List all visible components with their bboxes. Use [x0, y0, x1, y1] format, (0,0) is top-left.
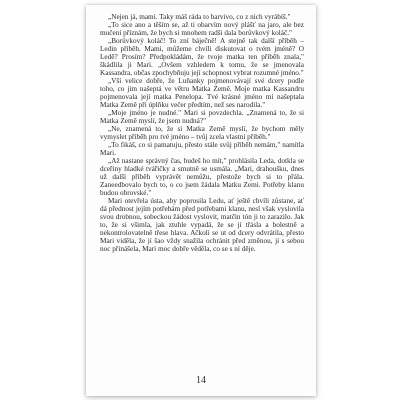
- paragraph: „Borůvkový koláč! To zní báječně! A stejně tak další příběh – Ledin příběh. Mami, můžeme chvíli diskutovat o tvém jméně? O Ledě? Prosím? Předpokládám, že tvoje matka ten příběh znala," škádlila ji Mari. „Ovšem vzhledem k tomu, že se jmenovala Kassandra, občas zpochybňuju její schopnost vybrat rozumné jméno.": [100, 37, 304, 77]
- paragraph: „Až nastane správný čas, budeš ho mít," prohlásila Leda, dotkla se dceřiny hladké tvářičky a smutně se usmála. „Mari, drahoušku, dnes už další příběh vyprávět nemůžu, přestože bych si to přála. Zaneedbovalo bych to, o co jsem žádala Matku Zemi. Potřeby klanu budou obrovské.": [100, 157, 304, 197]
- paragraph: Mari otevřela ústa, aby poprosila Ledu, ať ještě chvíli zůstane, ať dá přednost jejím potřebám před potřebami klanu, nesl však vyslovila svou drobnou, sobeckou žádost vyslovit, matčin tón ji to zarazilo. Jak to, že si všimla, jak ztuhle vypadá, že se jí třásla a bolestně a nekontrolovatelně třese hlava. Ačkoli se ut od dcery odvrátila, přesto Mari viděla, že jí šao vždy snažila ochránit před změnou, jí s sebou noc přinášela, Mari moc dobře věděla, co se s ní děje.: [100, 197, 304, 253]
- paragraph: „Moje jméno je nudné." Mari si povzdechla. „Znamená to, že si Matka Země myslí, že jsem nudná?": [100, 109, 304, 125]
- page-number: 14: [196, 375, 206, 386]
- paragraph: „Vší velice dobře, že Luňanky pojmenovávají své dcery podle toho, co jim našeptá ve větru Matka Země. Moje matka Kassandru pojmenovala její matka Penelopa. Tvé krásné jméno mi našeptala Matka Země při úplňku večer předtím, než ses narodila.": [100, 77, 304, 109]
- paragraph: „To fikáš, co si pamatuju, přesto stále svůj příběh nemám," namítla Mari.: [100, 141, 304, 157]
- paragraph: „Ne, znamená to, že si Matka Země myslí, že bychom měly vymyslet příběh pro tvé jméno – tvůj zcela vlastní příběh.": [100, 125, 304, 141]
- paragraph: „Nejen já, mami. Taky máš ráda to barvivo, co z nich vyrábíš.": [108, 13, 291, 21]
- book-page: [86, 5, 316, 396]
- body-text: [100, 13, 304, 253]
- paragraph: „To sice ano a těším se, až ti obarvím nový plášť na jaro, ale bez mučení příznám, že bych si mnohem radši dala borůvkový koláč.": [100, 21, 304, 37]
